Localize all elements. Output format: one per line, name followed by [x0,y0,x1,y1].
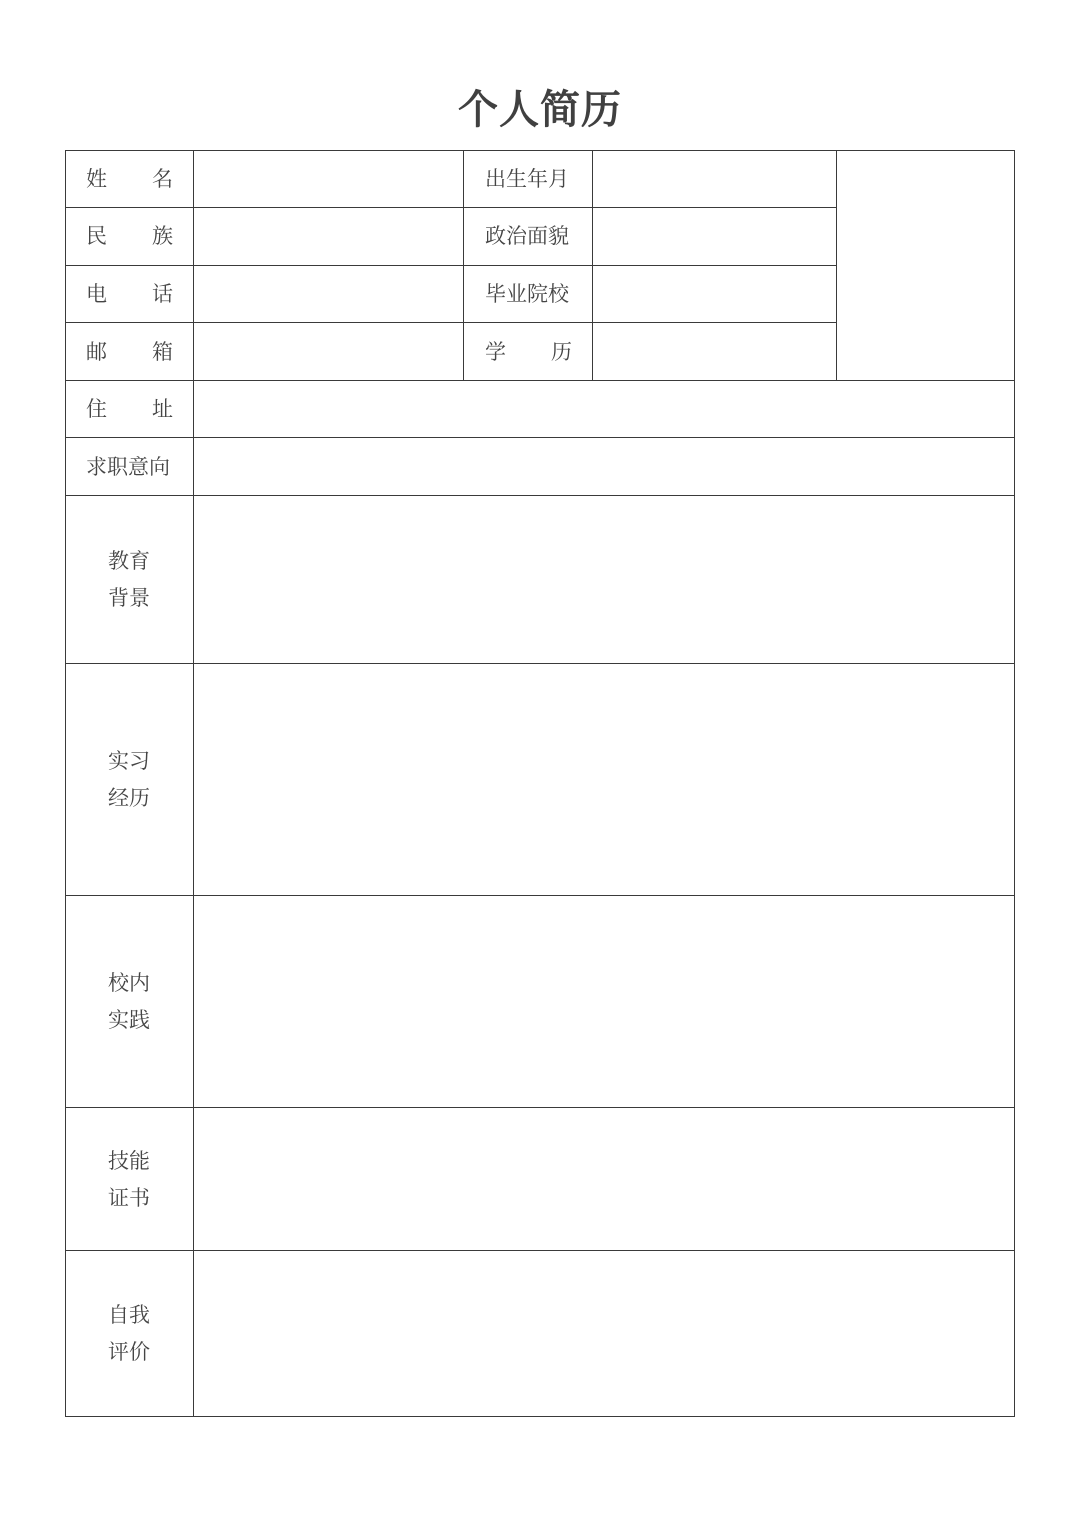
objective-label [65,438,193,496]
name-label-char: 名 [152,166,173,191]
education-label [65,496,193,664]
internship-label-line: 经历 [108,786,150,810]
birth-field[interactable] [593,151,836,207]
phone-label-char: 话 [152,282,173,306]
campus-label-line: 实践 [108,1008,150,1032]
education-field[interactable] [194,496,1014,663]
phone-field[interactable] [194,266,463,322]
self-evaluation-label-line: 评价 [108,1340,150,1364]
self-evaluation-label [65,1251,193,1417]
phone-label [65,266,193,323]
address-label-char: 址 [152,397,173,421]
email-label-char: 箱 [152,339,173,364]
birth-label-text: 出生年月 [485,166,569,191]
address-label-char: 住 [86,397,107,421]
skills-label [65,1108,193,1251]
table-border-bottom [65,1416,1015,1417]
internship-label-line: 实习 [108,749,150,773]
education-label-line: 背景 [108,586,150,610]
internship-label [65,664,193,896]
self-evaluation-field[interactable] [194,1251,1014,1416]
school-label-text: 毕业院校 [485,282,569,306]
degree-label [464,323,592,381]
address-field[interactable] [194,381,1014,437]
email-label-char: 邮 [86,339,107,364]
skills-label-line: 证书 [108,1185,150,1210]
degree-label-char: 历 [551,339,572,364]
objective-label-text: 求职意向 [86,454,170,479]
page-title: 个人简历 [458,87,622,133]
political-label-text: 政治面貌 [485,224,569,248]
self-evaluation-label-line: 自我 [108,1303,150,1327]
internship-field[interactable] [194,664,1014,895]
email-label [65,323,193,381]
degree-label-char: 学 [485,339,506,364]
ethnicity-field[interactable] [194,208,463,265]
address-label [65,381,193,438]
degree-field[interactable] [593,323,836,380]
political-label [464,208,592,265]
skills-label-line: 技能 [108,1148,150,1173]
campus-label [65,896,193,1108]
name-label-char: 姓 [86,166,107,191]
school-label [464,266,592,323]
birth-label [464,150,592,208]
campus-field[interactable] [194,896,1014,1107]
campus-label-line: 校内 [108,971,150,995]
skills-field[interactable] [194,1108,1014,1250]
ethnicity-label-char: 民 [86,224,107,248]
objective-field[interactable] [194,438,1014,495]
political-field[interactable] [593,208,836,265]
phone-label-char: 电 [86,282,107,306]
photo-box[interactable] [837,151,1014,380]
ethnicity-label-char: 族 [152,224,173,248]
education-label-line: 教育 [108,549,150,573]
resume-table [65,150,1015,1417]
name-label [65,150,193,208]
name-field[interactable] [194,151,463,207]
ethnicity-label [65,208,193,265]
email-field[interactable] [194,323,463,380]
school-field[interactable] [593,266,836,322]
table-border-right [1014,150,1015,1417]
